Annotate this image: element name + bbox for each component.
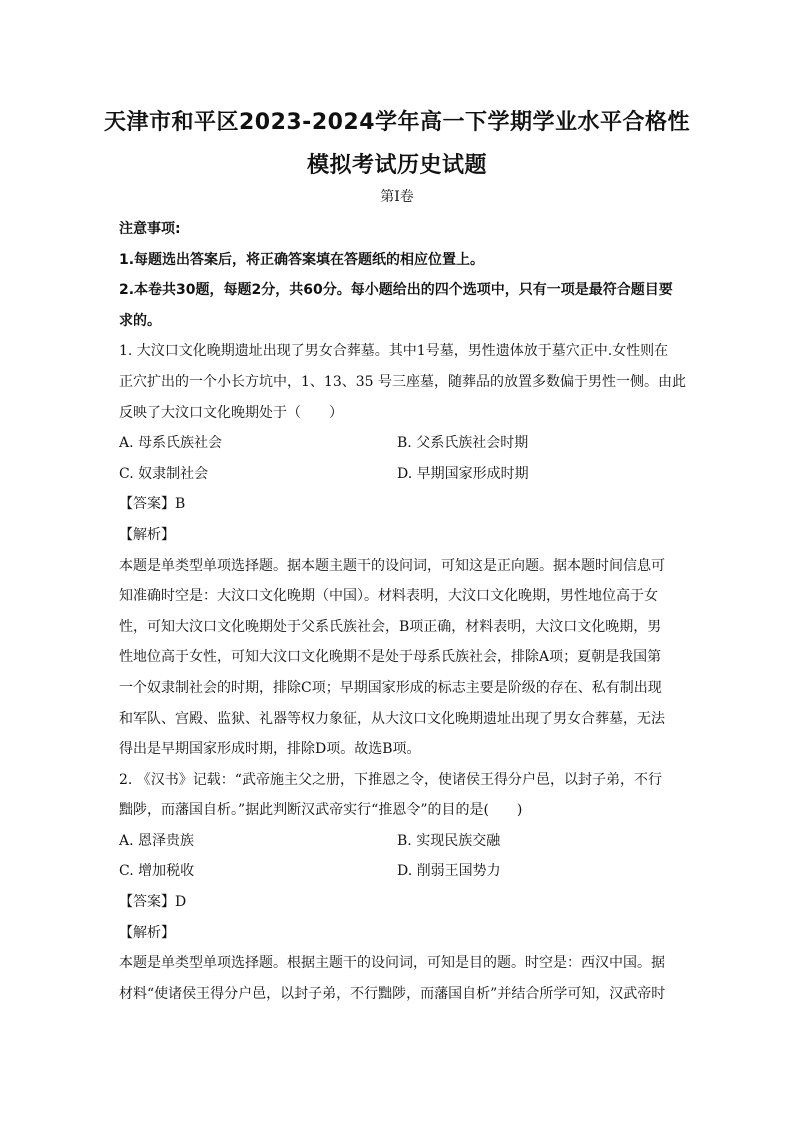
option-c: C. 增加税收	[119, 863, 195, 880]
analysis-line: 材料“使诸侯王得分户邑，以封子弟，不行黜陟，而藩国自析”并结合所学可知，汉武帝时	[119, 985, 666, 1002]
notice-item-1: 1.每题选出答案后，将正确答案填在答题纸的相应位置上。	[119, 251, 485, 268]
option-d: D. 早期国家形成时期	[397, 465, 529, 482]
option-b: B. 实现民族交融	[397, 832, 501, 849]
analysis-line: 性，可知大汶口文化晚期处于父系氏族社会，B项正确，材料表明，大汶口文化晚期，男	[119, 618, 662, 635]
option-a: A. 母系氏族社会	[119, 435, 223, 452]
analysis-line: 得出是早期国家形成时期，排除D项。故选B项。	[119, 741, 421, 758]
answer-label: 【答案】D	[119, 894, 187, 911]
analysis-line: 和军队、宫殿、监狱、礼器等权力象征，从大汶口文化晚期遗址出现了男女合葬墓，无法	[119, 710, 665, 727]
analysis-text	[119, 551, 675, 765]
analysis-line: 一个奴隶制社会的时期，排除C项；早期国家形成的标志主要是阶级的存在、私有制出现	[119, 679, 662, 696]
option-d: D. 削弱王国势力	[397, 863, 501, 880]
question-stem-line: 1. 大汶口文化晚期遗址出现了男女合葬墓。其中1号墓，男性遗体放于墓穴正中.女性则在	[119, 343, 669, 360]
analysis-line: 本题是单类型单项选择题。据本题主题干的设问词，可知这是正向题。据本题时间信息可	[119, 557, 665, 574]
option-c: C. 奴隶制社会	[119, 465, 209, 482]
question-1	[119, 336, 686, 764]
options-row	[119, 826, 675, 857]
notice-item-2-line2: 求的。	[119, 312, 161, 329]
analysis-line: 本题是单类型单项选择题。根据主题干的设问词，可知是目的题。时空是：西汉中国。据	[119, 955, 665, 972]
question-2	[119, 765, 675, 1010]
option-a: A. 恩泽贵族	[119, 832, 195, 849]
question-stem-line: 反映了大汶口文化晚期处于（ ）	[119, 404, 343, 421]
question-stem-line: 2. 《汉书》记载：“武帝施主父之册，下推恩之令，使诸侯王得分户邑，以封子弟，不行	[119, 771, 662, 788]
option-b: B. 父系氏族社会时期	[397, 435, 529, 452]
analysis-line: 知准确时空是：大汶口文化晚期（中国）。材料表明，大汶口文化晚期，男性地位高于女	[119, 588, 658, 605]
notice-heading: 注意事项:	[119, 221, 181, 237]
analysis-heading: 【解析】	[119, 924, 175, 941]
question-stem-line: 正穴扩出的一个小长方坑中，1、13、35 号三座墓，随葬品的放置多数偏于男性一侧。由此	[119, 373, 686, 390]
notice-item-2-line1: 2.本卷共30题，每题2分，共60分。每小题给出的四个选项中，只有一项是最符合题目要	[119, 282, 673, 299]
doc-subtitle: 第Ⅰ卷	[380, 189, 414, 205]
analysis-heading: 【解析】	[119, 526, 175, 543]
analysis-line: 性地位高于女性，可知大汶口文化晚期不是处于母系氏族社会，排除A项；夏朝是我国第	[119, 649, 662, 666]
options-row	[119, 856, 675, 887]
doc-body	[119, 214, 686, 1009]
doc-title-line2: 模拟考试历史试题	[306, 153, 487, 178]
answer-label: 【答案】B	[119, 496, 186, 513]
options-row	[119, 459, 675, 490]
analysis-text	[119, 948, 675, 1009]
options-row	[119, 428, 675, 459]
doc-title-line1: 天津市和平区2023-2024学年高一下学期学业水平合格性	[103, 110, 691, 135]
question-stem-line: 黜陟，而藩国自析。”据此判断汉武帝实行“推恩令”的目的是( )	[119, 802, 523, 819]
